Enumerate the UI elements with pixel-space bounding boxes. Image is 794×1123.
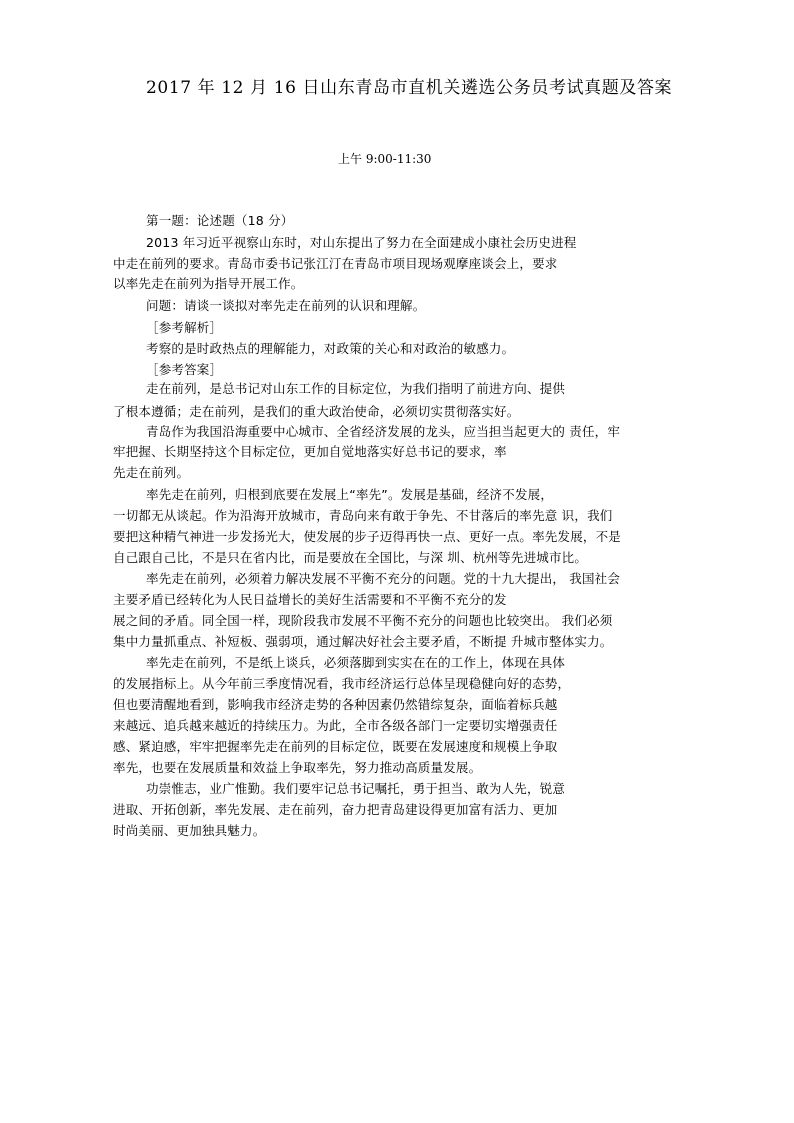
paragraph-line: 以率先走在前列为指导开展工作。 xyxy=(113,276,304,291)
paragraph-line: 2013 年习近平视察山东时，对山东提出了努力在全面建成小康社会历史进程 xyxy=(146,235,577,250)
paragraph-line: 要把这种精气神进一步发扬光大，使发展的步子迈得再快一点、更好一点。率先发展，不是 xyxy=(113,529,622,544)
paragraph-line: 但也要清醒地看到，影响我市经济走势的各种因素仍然错综复杂，面临着标兵越 xyxy=(113,697,558,712)
paragraph-line: 自己跟自己比，不是只在省内比，而是要放在全国比，与深 圳、杭州等先进城市比。 xyxy=(113,550,588,565)
paragraph-line: 的发展指标上。从今年前三季度情况看，我市经济运行总体呈现稳健向好的态势， xyxy=(113,676,571,691)
paragraph-line: 一切都无从谈起。作为沿海开放城市，青岛向来有敢于争先、不甘落后的率先意 识，我们 xyxy=(113,508,613,523)
paragraph-line: 功崇惟志，业广惟勤。我们要牢记总书记嘱托，勇于担当、敢为人先，锐意 xyxy=(146,781,566,796)
paragraph-line: 进取、开拓创新，率先发展、走在前列，奋力把青岛建设得更加富有活力、更加 xyxy=(113,802,558,817)
paragraph-line: 率先走在前列，不是纸上谈兵，必须落脚到实实在在的工作上，体现在具体 xyxy=(146,655,566,670)
paragraph-line: 走在前列，是总书记对山东工作的目标定位，为我们指明了前进方向、提供 xyxy=(146,381,566,396)
paragraph-line: 时尚美丽、更加独具魅力。 xyxy=(113,823,266,838)
section-label: ［参考解析］ xyxy=(146,320,223,335)
paragraph-line: 展之间的矛盾。同全国一样，现阶段我市发展不平衡不充分的问题也比较突出。 我们必须 xyxy=(113,613,613,628)
section-label: ［参考答案］ xyxy=(146,362,223,377)
paragraph-line: 主要矛盾已经转化为人民日益增长的美好生活需要和不平衡不充分的发 xyxy=(113,592,507,607)
paragraph-line: 感、紧迫感，牢牢把握率先走在前列的目标定位，既要在发展速度和规模上争取 xyxy=(113,739,558,754)
session-time: 上午 9:00-11:30 xyxy=(338,152,432,166)
document-title: 2017 年 12 月 16 日山东青岛市直机关遴选公务员考试真题及答案 xyxy=(146,78,673,98)
paragraph-line: 牢把握、长期坚持这个目标定位，更加自觉地落实好总书记的要求，率 xyxy=(113,444,507,459)
question-heading: 第一题：论述题（18 分） xyxy=(146,213,294,228)
paragraph-line: 先走在前列。 xyxy=(113,465,190,480)
paragraph-line: 青岛作为我国沿海重要中心城市、全省经济发展的龙头，应当担当起更大的 责任，牢 xyxy=(146,424,621,439)
question-prompt: 问题：请谈一谈拟对率先走在前列的认识和理解。 xyxy=(146,298,426,313)
paragraph-line: 率先走在前列，归根到底要在发展上“率先”。发展是基础，经济不发展， xyxy=(146,487,554,502)
paragraph-line: 率先走在前列，必须着力解决发展不平衡不充分的问题。党的十九大提出， 我国社会 xyxy=(146,571,621,586)
paragraph-line: 考察的是时政热点的理解能力，对政策的关心和对政治的敏感力。 xyxy=(146,341,515,356)
paragraph-line: 中走在前列的要求。青岛市委书记张江汀在青岛市项目现场观摩座谈会上，要求 xyxy=(113,256,558,271)
paragraph-line: 来越远、追兵越来越近的持续压力。为此，全市各级各部门一定要切实增强责任 xyxy=(113,718,558,733)
paragraph-line: 了根本遵循；走在前列，是我们的重大政治使命，必须切实贯彻落实好。 xyxy=(113,404,520,419)
paragraph-line: 率先，也要在发展质量和效益上争取率先，努力推动高质量发展。 xyxy=(113,760,482,775)
paragraph-line: 集中力量抓重点、补短板、强弱项，通过解决好社会主要矛盾，不断提 升城市整体实力。 xyxy=(113,634,613,649)
